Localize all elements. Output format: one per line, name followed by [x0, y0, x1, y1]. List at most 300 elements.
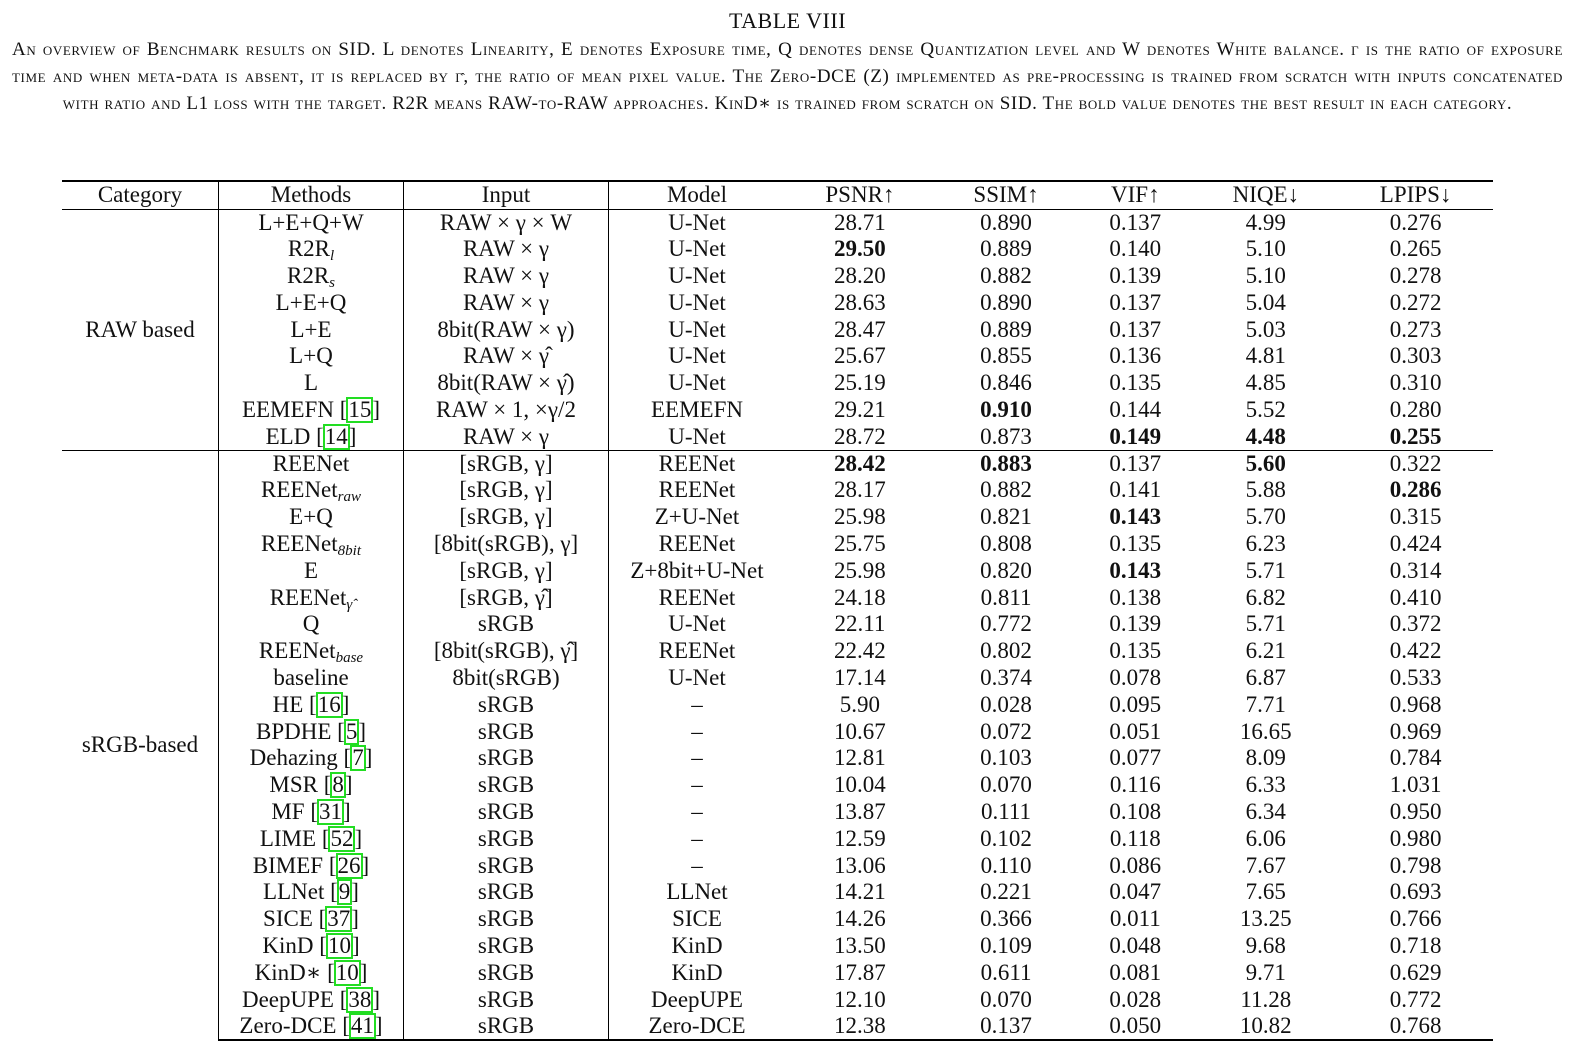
- method-cell: [219, 263, 404, 290]
- input-cell: RAW × γ: [404, 289, 609, 316]
- method-name: HE: [272, 691, 304, 717]
- table-caption: An overview of Benchmark results on SID. L denotes Linearity, E denotes Exposure time, Q denotes dense Quantization level and W denotes White balance. γ is the ratio of exposure time and when meta-data is absent, it is replaced by γ̂, the ratio of mean pixel value. The Zero-DCE (Z) implemented as pre-processing is trained from scratch with inputs concatenated with ratio and L1 loss with the target. R2R means RAW-to-RAW approaches. KinD∗ is trained from scratch on SID. The bold value denotes the best result in each category.: [12, 39, 1563, 114]
- input-cell: [8bit(sRGB), γ]: [404, 531, 609, 558]
- method-name: BPDHE: [256, 718, 332, 744]
- citation-link[interactable]: 5: [345, 718, 358, 744]
- input-cell: sRGB: [404, 718, 609, 745]
- method-name: SICE: [263, 906, 313, 932]
- method-subscript: l: [330, 248, 335, 265]
- method-cell: KinD∗ [10]: [219, 959, 404, 986]
- citation-link[interactable]: 8: [332, 772, 344, 798]
- citation-link[interactable]: 7: [352, 745, 364, 771]
- input-cell: [sRGB, γ]: [404, 450, 609, 477]
- vif-cell: 0.139: [1109, 262, 1162, 288]
- niqe-cell: 5.60: [1193, 450, 1338, 477]
- table-row: [62, 718, 1493, 745]
- method-name: MSR: [269, 772, 318, 798]
- model-cell: –: [691, 852, 703, 878]
- vif-cell: 0.135: [1109, 530, 1162, 556]
- model-cell: EEMEFN: [651, 396, 743, 422]
- method-subscript: base: [335, 650, 364, 667]
- model-cell: U-Net: [668, 343, 726, 369]
- citation-link[interactable]: 37: [327, 906, 351, 932]
- model-cell: U-Net: [668, 289, 726, 315]
- model-cell: REENet: [609, 450, 786, 477]
- niqe-cell: 5.10: [1245, 236, 1286, 262]
- header-model: Model: [609, 181, 786, 209]
- citation-link[interactable]: 9: [338, 879, 351, 905]
- lpips-cell: 0.278: [1389, 262, 1442, 288]
- niqe-cell: 9.71: [1245, 959, 1286, 985]
- psnr-cell: 25.67: [834, 343, 886, 369]
- table-row: [62, 825, 1493, 852]
- ssim-cell: 0.873: [980, 423, 1032, 449]
- method-name: R2R: [286, 262, 330, 288]
- citation-link[interactable]: 10: [327, 932, 351, 958]
- method-name: L+Q: [289, 343, 333, 369]
- table-row: [62, 611, 1493, 638]
- ssim-cell: 0.366: [980, 906, 1032, 932]
- ssim-cell: 0.221: [980, 879, 1032, 905]
- vif-cell: 0.135: [1109, 370, 1162, 396]
- citation-link[interactable]: 10: [335, 959, 359, 985]
- input-cell: sRGB: [404, 691, 609, 718]
- model-cell: Zero-DCE: [609, 1013, 786, 1040]
- method-name: DeepUPE: [241, 986, 334, 1012]
- method-name: KinD∗: [254, 959, 322, 985]
- ssim-cell: 0.808: [980, 530, 1032, 556]
- model-cell: –: [691, 798, 703, 824]
- table-row: [62, 423, 1493, 450]
- psnr-cell: 28.17: [834, 477, 886, 503]
- psnr-cell: 10.04: [834, 772, 886, 798]
- ssim-cell: 0.811: [980, 584, 1032, 610]
- vif-cell: 0.137: [1109, 209, 1162, 235]
- vif-cell: 0.011: [1109, 906, 1161, 932]
- model-cell: KinD: [671, 959, 723, 985]
- model-cell: LLNet: [666, 879, 728, 905]
- method-cell: EEMEFN [15]: [219, 397, 404, 424]
- table-row: [62, 209, 1493, 236]
- method-cell: [219, 611, 404, 638]
- table-row: [62, 584, 1493, 611]
- method-cell: BPDHE [5]: [219, 718, 404, 745]
- ssim-cell: 0.137: [935, 1013, 1077, 1040]
- method-name: LLNet: [263, 879, 325, 905]
- input-cell: RAW × γ × W: [404, 209, 609, 236]
- lpips-cell: 0.968: [1389, 691, 1442, 717]
- method-cell: MSR [8]: [219, 772, 404, 799]
- niqe-cell: 4.48: [1245, 423, 1286, 449]
- table-row: [62, 933, 1493, 960]
- input-cell: RAW × γ: [404, 236, 609, 263]
- psnr-cell: 12.10: [834, 986, 886, 1012]
- table-row: [62, 772, 1493, 799]
- vif-cell: 0.047: [1109, 879, 1162, 905]
- ssim-cell: 0.882: [980, 262, 1032, 288]
- method-cell: [219, 638, 404, 665]
- lpips-cell: 0.766: [1389, 906, 1442, 932]
- header-category: Category: [62, 181, 219, 209]
- citation-link[interactable]: 14: [324, 423, 348, 449]
- method-name: E: [303, 557, 319, 583]
- method-name: EEMEFN: [241, 396, 334, 422]
- psnr-cell: 13.06: [834, 852, 886, 878]
- input-cell: [sRGB, γ]: [404, 504, 609, 531]
- method-name: REENet: [261, 477, 338, 503]
- input-cell: RAW × γ: [404, 263, 609, 290]
- input-cell: sRGB: [404, 879, 609, 906]
- benchmark-table-container: [62, 180, 1493, 1041]
- niqe-cell: 5.52: [1245, 396, 1286, 422]
- input-cell: sRGB: [404, 959, 609, 986]
- method-cell: KinD [10]: [219, 933, 404, 960]
- header-psnr: PSNR↑: [785, 181, 935, 209]
- header-niqe: NIQE↓: [1193, 181, 1338, 209]
- model-cell: SICE: [672, 906, 722, 932]
- vif-cell: 0.095: [1109, 691, 1162, 717]
- lpips-cell: 0.969: [1389, 718, 1442, 744]
- ssim-cell: 0.102: [980, 825, 1032, 851]
- method-cell: [219, 236, 404, 263]
- method-cell: [219, 665, 404, 692]
- method-name: L+E+Q+W: [258, 209, 364, 235]
- psnr-cell: 28.20: [834, 262, 886, 288]
- header-input: Input: [404, 181, 609, 209]
- niqe-cell: 6.23: [1245, 530, 1286, 556]
- lpips-cell: 0.303: [1389, 343, 1442, 369]
- lpips-cell: 0.265: [1389, 236, 1442, 262]
- vif-cell: 0.140: [1109, 236, 1162, 262]
- psnr-cell: 28.63: [834, 289, 886, 315]
- psnr-cell: 25.19: [834, 370, 886, 396]
- table-row: [62, 477, 1493, 504]
- category-cell: sRGB-based: [62, 450, 219, 1040]
- method-cell: DeepUPE [38]: [219, 986, 404, 1013]
- ssim-cell: 0.070: [980, 986, 1032, 1012]
- raw-based-group: [62, 209, 1493, 450]
- psnr-cell: 12.59: [834, 825, 886, 851]
- method-cell: [219, 370, 404, 397]
- category-cell: RAW based: [62, 209, 219, 450]
- method-name: REENet: [258, 638, 336, 664]
- method-cell: [219, 477, 404, 504]
- input-cell: sRGB: [404, 852, 609, 879]
- model-cell: Z+U-Net: [654, 504, 740, 530]
- header-lpips: LPIPS↓: [1338, 181, 1493, 209]
- niqe-cell: 4.81: [1245, 343, 1286, 369]
- table-row: [62, 906, 1493, 933]
- vif-cell: 0.144: [1109, 396, 1162, 422]
- psnr-cell: 14.21: [834, 879, 886, 905]
- header-row: [62, 181, 1493, 209]
- method-subscript: s: [329, 274, 336, 291]
- ssim-cell: 0.889: [980, 236, 1032, 262]
- vif-cell: 0.137: [1077, 450, 1193, 477]
- table-row: [62, 450, 1493, 477]
- vif-cell: 0.077: [1109, 745, 1162, 771]
- citation-link[interactable]: 41: [350, 1012, 374, 1038]
- method-name: BIMEF: [252, 852, 324, 878]
- method-name: MF: [271, 798, 305, 824]
- method-cell: [219, 584, 404, 611]
- table-row: [62, 504, 1493, 531]
- psnr-cell: 29.21: [834, 396, 886, 422]
- table-row: [62, 959, 1493, 986]
- vif-cell: 0.143: [1109, 504, 1162, 530]
- vif-cell: 0.138: [1109, 584, 1162, 610]
- psnr-cell: 14.26: [834, 906, 886, 932]
- lpips-cell: 1.031: [1389, 772, 1442, 798]
- table-row: [62, 343, 1493, 370]
- table-row: [62, 1013, 1493, 1040]
- method-cell: [219, 450, 404, 477]
- lpips-cell: 0.410: [1389, 584, 1442, 610]
- method-subscript: γ̂: [346, 596, 353, 613]
- model-cell: U-Net: [668, 316, 726, 342]
- lpips-cell: 0.276: [1389, 209, 1442, 235]
- vif-cell: 0.135: [1109, 638, 1162, 664]
- citation-link[interactable]: 26: [337, 852, 361, 878]
- method-cell: SICE [37]: [219, 906, 404, 933]
- method-name: R2R: [287, 236, 330, 262]
- table-row: [62, 745, 1493, 772]
- input-cell: RAW × γ̂: [404, 343, 609, 370]
- lpips-cell: 0.314: [1389, 557, 1442, 583]
- citation-link[interactable]: 52: [330, 825, 354, 851]
- lpips-cell: 0.272: [1389, 289, 1442, 315]
- vif-cell: 0.143: [1109, 557, 1162, 583]
- header-ssim: SSIM↑: [935, 181, 1077, 209]
- psnr-cell: 29.50: [834, 236, 886, 262]
- table-row: [62, 263, 1493, 290]
- method-cell: ELD [14]: [219, 423, 404, 450]
- lpips-cell: 0.422: [1389, 638, 1442, 664]
- method-name: REENet: [261, 530, 338, 556]
- ssim-cell: 0.889: [980, 316, 1032, 342]
- table-row: [62, 557, 1493, 584]
- psnr-cell: 22.11: [834, 611, 886, 637]
- table-row: [62, 879, 1493, 906]
- benchmark-table: [62, 180, 1493, 1041]
- model-cell: U-Net: [668, 236, 726, 262]
- method-cell: [219, 209, 404, 236]
- niqe-cell: 6.06: [1245, 825, 1286, 851]
- lpips-cell: 0.322: [1338, 450, 1493, 477]
- method-name: E+Q: [289, 504, 333, 530]
- lpips-cell: 0.310: [1389, 370, 1442, 396]
- vif-cell: 0.137: [1109, 316, 1162, 342]
- ssim-cell: 0.072: [980, 718, 1032, 744]
- lpips-cell: 0.280: [1389, 396, 1442, 422]
- input-cell: [8bit(sRGB), γ̂]: [404, 638, 609, 665]
- method-name: Dehazing: [249, 745, 338, 771]
- niqe-cell: 7.65: [1245, 879, 1286, 905]
- method-cell: LIME [52]: [219, 825, 404, 852]
- ssim-cell: 0.846: [980, 370, 1032, 396]
- model-cell: –: [691, 745, 703, 771]
- table-row: [62, 370, 1493, 397]
- vif-cell: 0.086: [1109, 852, 1162, 878]
- header-methods: Methods: [219, 181, 404, 209]
- model-cell: –: [691, 772, 703, 798]
- psnr-cell: 12.81: [834, 745, 886, 771]
- table-row: [62, 852, 1493, 879]
- ssim-cell: 0.374: [980, 664, 1032, 690]
- input-cell: [sRGB, γ]: [404, 557, 609, 584]
- vif-cell: 0.137: [1109, 289, 1162, 315]
- citation-link[interactable]: 38: [348, 986, 372, 1012]
- method-name: L: [303, 370, 319, 396]
- table-title: TABLE VIII: [728, 8, 847, 33]
- vif-cell: 0.078: [1109, 664, 1162, 690]
- table-row: [62, 397, 1493, 424]
- input-cell: sRGB: [404, 1013, 609, 1040]
- lpips-cell: 0.286: [1389, 477, 1442, 503]
- psnr-cell: 28.71: [834, 209, 886, 235]
- ssim-cell: 0.890: [980, 209, 1032, 235]
- ssim-cell: 0.910: [980, 396, 1032, 422]
- lpips-cell: 0.693: [1389, 879, 1442, 905]
- niqe-cell: 8.09: [1245, 745, 1286, 771]
- niqe-cell: 10.82: [1193, 1013, 1338, 1040]
- lpips-cell: 0.273: [1389, 316, 1442, 342]
- method-name: KinD: [262, 932, 314, 958]
- niqe-cell: 13.25: [1239, 906, 1292, 932]
- psnr-cell: 17.14: [834, 664, 886, 690]
- niqe-cell: 11.28: [1240, 986, 1292, 1012]
- citation-link[interactable]: 16: [317, 691, 341, 717]
- table-row: [62, 531, 1493, 558]
- method-subscript: 8bit: [337, 542, 361, 559]
- input-cell: sRGB: [404, 933, 609, 960]
- lpips-cell: 0.718: [1389, 932, 1442, 958]
- method-cell: [219, 531, 404, 558]
- lpips-cell: 0.798: [1389, 852, 1442, 878]
- ssim-cell: 0.820: [980, 557, 1032, 583]
- ssim-cell: 0.103: [980, 745, 1032, 771]
- psnr-cell: 22.42: [834, 638, 886, 664]
- method-cell: [219, 343, 404, 370]
- niqe-cell: 16.65: [1239, 718, 1292, 744]
- method-cell: MF [31]: [219, 799, 404, 826]
- table-row: [62, 289, 1493, 316]
- vif-cell: 0.028: [1109, 986, 1162, 1012]
- model-cell: –: [691, 825, 703, 851]
- input-cell: RAW × 1, ×γ/2: [404, 397, 609, 424]
- input-cell: sRGB: [404, 906, 609, 933]
- method-cell: BIMEF [26]: [219, 852, 404, 879]
- niqe-cell: 6.87: [1245, 664, 1286, 690]
- ssim-cell: 0.802: [980, 638, 1032, 664]
- lpips-cell: 0.315: [1389, 504, 1442, 530]
- ssim-cell: 0.110: [980, 852, 1032, 878]
- model-cell: Z+8bit+U-Net: [630, 557, 764, 583]
- ssim-cell: 0.855: [980, 343, 1032, 369]
- method-subscript: raw: [337, 489, 361, 506]
- model-cell: U-Net: [668, 262, 726, 288]
- psnr-cell: 25.75: [834, 530, 886, 556]
- method-name: baseline: [273, 664, 349, 690]
- niqe-cell: 7.71: [1245, 691, 1286, 717]
- niqe-cell: 5.04: [1245, 289, 1286, 315]
- method-cell: [219, 504, 404, 531]
- vif-cell: 0.048: [1109, 932, 1162, 958]
- psnr-cell: 5.90: [839, 691, 881, 717]
- niqe-cell: 5.71: [1245, 557, 1286, 583]
- psnr-cell: 13.87: [834, 798, 886, 824]
- vif-cell: 0.116: [1109, 772, 1161, 798]
- table-row: [62, 316, 1493, 343]
- niqe-cell: 4.85: [1245, 370, 1286, 396]
- niqe-cell: 5.88: [1245, 477, 1286, 503]
- vif-cell: 0.108: [1109, 798, 1162, 824]
- psnr-cell: 28.47: [834, 316, 886, 342]
- table-row: [62, 799, 1493, 826]
- psnr-cell: 17.87: [834, 959, 886, 985]
- ssim-cell: 0.111: [981, 798, 1032, 824]
- citation-link[interactable]: 15: [348, 396, 372, 422]
- vif-cell: 0.139: [1109, 611, 1162, 637]
- lpips-cell: 0.980: [1389, 825, 1442, 851]
- ssim-cell: 0.028: [980, 691, 1032, 717]
- vif-cell: 0.051: [1109, 718, 1162, 744]
- niqe-cell: 6.33: [1245, 772, 1286, 798]
- table-row: [62, 665, 1493, 692]
- method-cell: [219, 557, 404, 584]
- psnr-cell: 13.50: [834, 932, 886, 958]
- input-cell: 8bit(sRGB): [404, 665, 609, 692]
- lpips-cell: 0.784: [1389, 745, 1442, 771]
- niqe-cell: 5.10: [1245, 262, 1286, 288]
- table-row: [62, 638, 1493, 665]
- niqe-cell: 9.68: [1245, 932, 1286, 958]
- ssim-cell: 0.109: [980, 932, 1032, 958]
- lpips-cell: 0.424: [1389, 530, 1442, 556]
- niqe-cell: 4.99: [1245, 209, 1286, 235]
- psnr-cell: 25.98: [834, 504, 886, 530]
- model-cell: –: [691, 691, 703, 717]
- psnr-cell: 25.98: [834, 557, 886, 583]
- model-cell: DeepUPE: [651, 986, 743, 1012]
- method-cell: Dehazing [7]: [219, 745, 404, 772]
- niqe-cell: 7.67: [1245, 852, 1286, 878]
- method-name: L+E: [290, 316, 332, 342]
- input-cell: sRGB: [404, 745, 609, 772]
- input-cell: sRGB: [404, 611, 609, 638]
- table-row: [62, 236, 1493, 263]
- lpips-cell: 0.950: [1389, 798, 1442, 824]
- method-name: Q: [302, 611, 320, 637]
- ssim-cell: 0.821: [980, 504, 1032, 530]
- lpips-cell: 0.772: [1389, 986, 1442, 1012]
- method-name: ELD: [265, 423, 311, 449]
- srgb-based-group: [62, 450, 1493, 1040]
- lpips-cell: 0.255: [1389, 423, 1442, 449]
- model-cell: REENet: [658, 584, 736, 610]
- method-cell: Zero-DCE [41]: [219, 1013, 404, 1040]
- input-cell: 8bit(RAW × γ̂): [404, 370, 609, 397]
- ssim-cell: 0.882: [980, 477, 1032, 503]
- input-cell: sRGB: [404, 986, 609, 1013]
- citation-link[interactable]: 31: [319, 798, 342, 824]
- ssim-cell: 0.611: [980, 959, 1032, 985]
- model-cell: REENet: [658, 638, 736, 664]
- vif-cell: 0.136: [1109, 343, 1162, 369]
- input-cell: 8bit(RAW × γ): [404, 316, 609, 343]
- model-cell: REENet: [658, 530, 736, 556]
- psnr-cell: 24.18: [834, 584, 886, 610]
